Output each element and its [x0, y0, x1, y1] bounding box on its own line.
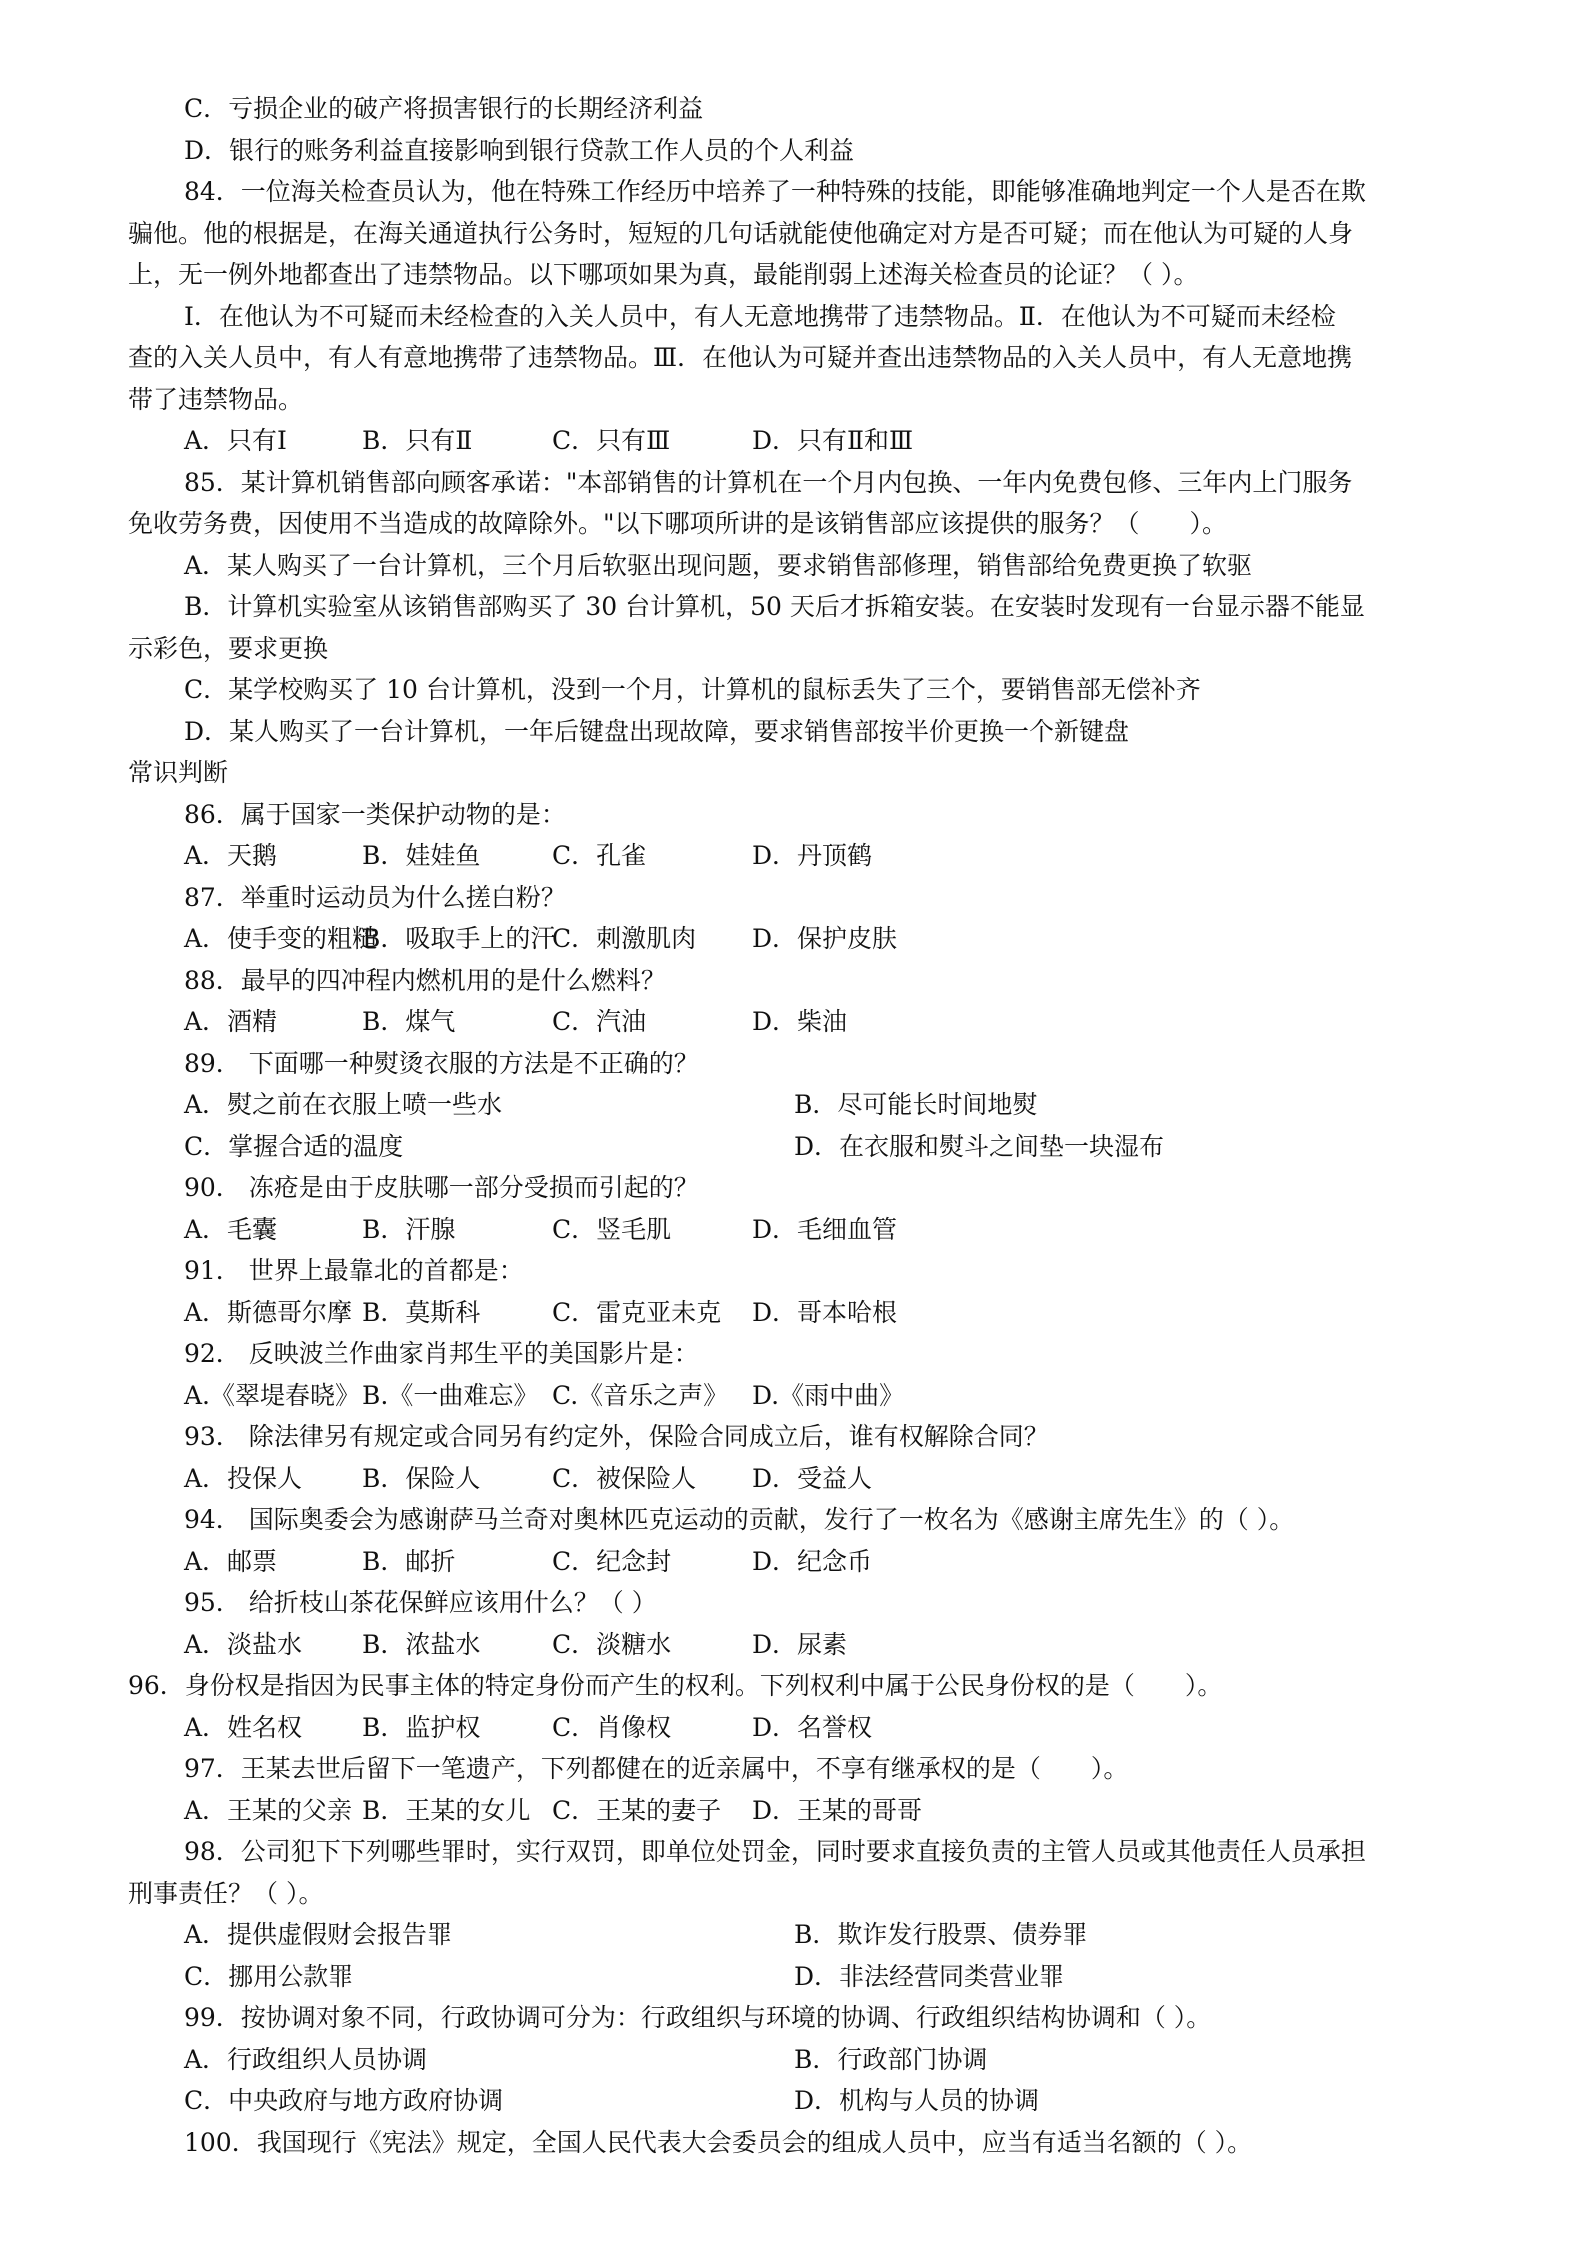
text-line: D．某人购买了一台计算机，一年后键盘出现故障，要求销售部按半价更换一个新键盘: [184, 716, 1130, 746]
answer-options-row: [128, 1292, 1506, 1334]
text-line: C．某学校购买了 10 台计算机，没到一个月，计算机的鼠标丢失了三个，要销售部无偿补齐: [184, 675, 1201, 704]
answer-options-row: [128, 1956, 1506, 1998]
answer-option: D．非法经营同类营业罪: [794, 1961, 1065, 1991]
text-line: 上，无一例外地都查出了违禁物品。以下哪项如果为真，最能削弱上述海关检查员的论证？（ ）。: [128, 260, 1199, 289]
answer-options-row: [128, 1084, 1506, 1126]
answer-option: C．掌握合适的温度: [184, 1131, 404, 1161]
answer-option: C．肖像权: [552, 1712, 672, 1742]
answer-options-row: [128, 1001, 1506, 1043]
text-line: 带了违禁物品。: [128, 384, 304, 414]
answer-option: C．被保险人: [552, 1463, 697, 1493]
answer-option: C．淡糖水: [552, 1629, 672, 1659]
text-line: 89． 下面哪一种熨烫衣服的方法是不正确的？: [184, 1048, 699, 1078]
answer-options-row: [128, 1790, 1506, 1832]
text-line: 常识判断: [128, 758, 229, 787]
answer-options-row: [128, 1458, 1506, 1500]
text-line: 84．一位海关检查员认为，他在特殊工作经历中培养了一种特殊的技能，即能够准确地判定一个人是否在欺: [184, 177, 1366, 206]
text-line: 100．我国现行《宪法》规定，全国人民代表大会委员会的组成人员中，应当有适当名额的（ ）。: [184, 2127, 1253, 2157]
answer-option: B．吸取手上的汗: [362, 924, 556, 953]
answer-option: D．王某的哥哥: [752, 1795, 923, 1825]
question-text-body: [128, 88, 1506, 2163]
answer-option: C．竖毛肌: [552, 1214, 672, 1244]
answer-option: C．雷克亚未克: [552, 1297, 722, 1327]
answer-option: A．毛囊: [184, 1214, 278, 1244]
answer-option: A.《翠堤春晓》: [184, 1380, 361, 1410]
answer-option: C．王某的妻子: [552, 1795, 722, 1825]
text-line: 97．王某去世后留下一笔遗产，下列都健在的近亲属中，不享有继承权的是（ ）。: [184, 1754, 1129, 1783]
text-line: 90． 冻疮是由于皮肤哪一部分受损而引起的？: [184, 1173, 699, 1202]
answer-option: D．哥本哈根: [752, 1297, 898, 1327]
text-line: A．某人购买了一台计算机，三个月后软驱出现问题，要求销售部修理，销售部给免费更换了软驱: [184, 550, 1253, 580]
text-line: 94． 国际奥委会为感谢萨马兰奇对奥林匹克运动的贡献，发行了一枚名为《感谢主席先生》的（ ）。: [184, 1505, 1295, 1534]
answer-option: B．汗腺: [362, 1214, 456, 1244]
text-line: 86．属于国家一类保护动物的是：: [184, 799, 566, 829]
text-line: 93． 除法律另有规定或合同另有约定外，保险合同成立后，谁有权解除合同？: [184, 1422, 1049, 1451]
text-line: 99．按协调对象不同，行政协调可分为：行政组织与环境的协调、行政组织结构协调和（ ）。: [184, 2003, 1212, 2032]
answer-option: D．机构与人员的协调: [794, 2086, 1040, 2115]
answer-option: B．莫斯科: [362, 1297, 481, 1327]
text-line: D．银行的账务利益直接影响到银行贷款工作人员的个人利益: [184, 135, 855, 165]
answer-option: B．保险人: [362, 1463, 481, 1493]
answer-option: C．刺激肌肉: [552, 924, 697, 953]
answer-option: B．只有Ⅱ: [362, 426, 473, 455]
answer-options-row: [128, 2080, 1506, 2122]
answer-options-row: [128, 1624, 1506, 1666]
answer-option: B．欺诈发行股票、债券罪: [794, 1920, 1088, 1949]
answer-option: D．保护皮肤: [752, 924, 898, 953]
text-line: 88．最早的四冲程内燃机用的是什么燃料？: [184, 965, 666, 995]
answer-option: D．毛细血管: [752, 1214, 898, 1244]
answer-option: A．王某的父亲: [184, 1795, 353, 1825]
text-line: 98．公司犯下下列哪些罪时，实行双罚，即单位处罚金，同时要求直接负责的主管人员或其他责任人员承担: [184, 1837, 1366, 1866]
answer-option: B．浓盐水: [362, 1629, 481, 1659]
answer-option: D.《雨中曲》: [752, 1380, 905, 1410]
answer-option: D．名誉权: [752, 1712, 873, 1742]
answer-options-row: [128, 1375, 1506, 1417]
answer-option: A．只有Ⅰ: [184, 426, 287, 455]
text-line: 骗他。他的根据是，在海关通道执行公务时，短短的几句话就能使他确定对方是否可疑；而在他认为可疑的人身: [128, 218, 1354, 248]
answer-option: A．投保人: [184, 1463, 303, 1493]
answer-option: A．熨之前在衣服上喷一些水: [184, 1090, 503, 1119]
answer-option: C．挪用公款罪: [184, 1961, 354, 1991]
text-line: 示彩色，要求更换: [128, 633, 329, 663]
answer-option: A．邮票: [184, 1546, 278, 1576]
answer-option: D．丹顶鹤: [752, 841, 873, 870]
answer-options-row: [128, 2039, 1506, 2081]
answer-option: B．行政部门协调: [794, 2044, 988, 2074]
answer-option: D．纪念币: [752, 1546, 873, 1576]
answer-option: C．只有Ⅲ: [552, 426, 671, 455]
answer-option: A．斯德哥尔摩: [184, 1297, 353, 1327]
text-line: 免收劳务费，因使用不当造成的故障除外。"以下哪项所讲的是该销售部应该提供的服务？（ ）。: [128, 509, 1228, 538]
answer-options-row: [128, 1541, 1506, 1583]
answer-option: A．淡盐水: [184, 1629, 303, 1659]
answer-option: B．邮折: [362, 1546, 456, 1576]
answer-options-row: [128, 1126, 1506, 1168]
answer-option: A．姓名权: [184, 1712, 303, 1742]
text-line: B．计算机实验室从该销售部购买了 30 台计算机，50 天后才拆箱安装。在安装时发现有一台显示器不能显: [184, 592, 1365, 621]
answer-options-row: [128, 420, 1506, 462]
text-line: Ⅰ．在他认为不可疑而未经检查的入关人员中，有人无意地携带了违禁物品。Ⅱ．在他认为不可疑而未经检: [184, 301, 1336, 331]
answer-option: B．监护权: [362, 1712, 481, 1742]
text-line: 92． 反映波兰作曲家肖邦生平的美国影片是：: [184, 1339, 699, 1368]
answer-option: C．中央政府与地方政府协调: [184, 2086, 504, 2115]
answer-option: D．在衣服和熨斗之间垫一块湿布: [794, 1131, 1165, 1161]
answer-option: C．纪念封: [552, 1546, 672, 1576]
text-line: 96．身份权是指因为民事主体的特定身份而产生的权利。下列权利中属于公民身份权的是（ ）。: [128, 1671, 1223, 1700]
text-line: 95． 给折枝山茶花保鲜应该用什么？（ ）: [184, 1588, 657, 1617]
text-line: 查的入关人员中，有人有意地携带了违禁物品。Ⅲ．在他认为可疑并查出违禁物品的入关人员中，有人无意地携: [128, 343, 1353, 372]
text-line: 85．某计算机销售部向顾客承诺："本部销售的计算机在一个月内包换、一年内免费包修、三年内上门服务: [184, 467, 1353, 497]
text-line: 91． 世界上最靠北的首都是：: [184, 1256, 524, 1285]
answer-option: A．行政组织人员协调: [184, 2044, 428, 2074]
text-line: C．亏损企业的破产将损害银行的长期经济利益: [184, 94, 704, 123]
answer-option: D．只有Ⅱ和Ⅲ: [752, 426, 914, 455]
answer-option: D．受益人: [752, 1463, 873, 1493]
answer-option: D．尿素: [752, 1629, 848, 1659]
answer-options-row: [128, 835, 1506, 877]
answer-option: B．王某的女儿: [362, 1795, 531, 1825]
text-line: 刑事责任？（ ）。: [128, 1878, 324, 1908]
answer-option: B．尽可能长时间地熨: [794, 1090, 1038, 1119]
answer-option: A．使手变的粗糙: [184, 924, 378, 953]
answer-option: A．酒精: [184, 1007, 278, 1036]
answer-options-row: [128, 1914, 1506, 1956]
answer-option: B.《一曲难忘》: [362, 1380, 539, 1410]
answer-option: A．天鹅: [184, 841, 278, 870]
answer-option: D．柴油: [752, 1007, 848, 1036]
answer-option: A．提供虚假财会报告罪: [184, 1920, 453, 1949]
text-line: 87．举重时运动员为什么搓白粉？: [184, 882, 566, 912]
answer-option: C．汽油: [552, 1007, 647, 1036]
answer-option: B．娃娃鱼: [362, 841, 481, 870]
answer-option: C.《音乐之声》: [552, 1380, 729, 1410]
answer-option: B．煤气: [362, 1007, 456, 1036]
answer-options-row: [128, 1707, 1506, 1749]
answer-option: C．孔雀: [552, 841, 647, 870]
answer-options-row: [128, 1209, 1506, 1251]
answer-options-row: [128, 918, 1506, 960]
